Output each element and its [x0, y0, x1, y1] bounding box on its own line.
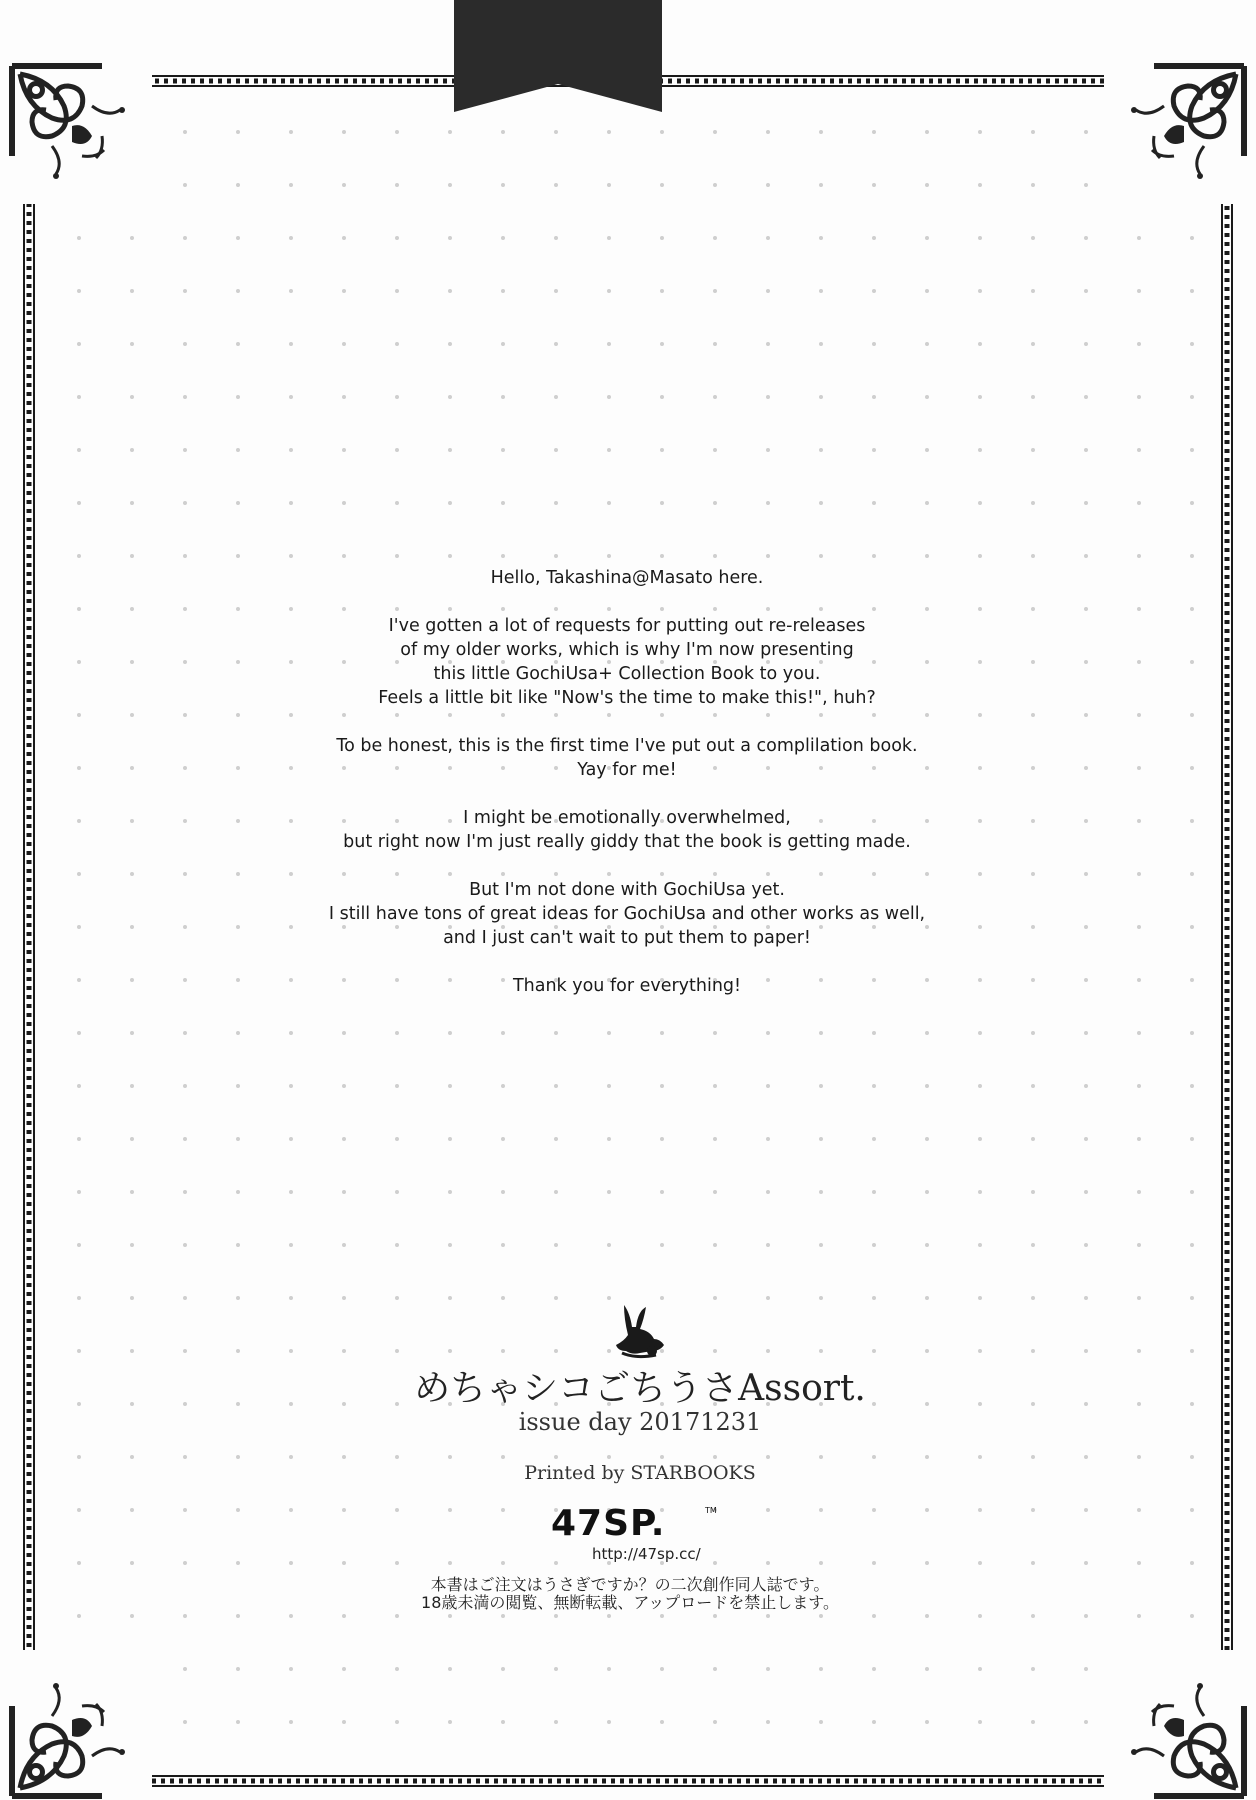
- corner-flourish-icon-bottom-right: [1104, 1650, 1254, 1800]
- text-line: of my older works, which is why I'm now presenting: [400, 640, 854, 660]
- text-line: Hello, Takashina@Masato here.: [490, 568, 764, 588]
- afterword-paragraph-5: [230, 878, 1024, 950]
- afterword-paragraph-2: [230, 614, 1024, 710]
- corner-flourish-icon-top-left: [2, 54, 152, 204]
- legal-line-2: 18歳未満の閲覧、無断転載、アップロードを禁止します。: [421, 1593, 839, 1612]
- ribbon-bookmark: [454, 0, 662, 112]
- rabbit-icon: [610, 1305, 670, 1359]
- text-line: I might be emotionally overwhelmed,: [463, 808, 791, 828]
- corner-flourish-icon-bottom-left: [2, 1650, 152, 1800]
- afterword-paragraph-6: [230, 974, 1024, 998]
- text-line: To be honest, this is the first time I've put out a complilation book.: [336, 736, 918, 756]
- text-line: this little GochiUsa+ Collection Book to you.: [433, 664, 821, 684]
- issue-date: issue day 20171231: [518, 1408, 762, 1436]
- logo-tm: TM: [705, 1506, 717, 1515]
- text-line: Yay for me!: [577, 760, 677, 780]
- colophon: [380, 1305, 900, 1539]
- afterword-paragraph-4: [230, 806, 1024, 854]
- legal-line-1: 本書はご注文はうさぎですか？の二次創作同人誌です。: [430, 1575, 830, 1594]
- printer-credit: Printed by STARBOOKS: [524, 1462, 756, 1484]
- legal-notice: [370, 1576, 890, 1612]
- corner-flourish-icon-top-right: [1104, 54, 1254, 204]
- text-line: I've gotten a lot of requests for putting out re-releases: [388, 616, 866, 636]
- afterword-paragraph-1: [230, 566, 1024, 590]
- text-line: Feels a little bit like "Now's the time to make this!", huh?: [378, 688, 876, 708]
- text-line: I still have tons of great ideas for GochiUsa and other works as well,: [328, 904, 926, 924]
- text-line: But I'm not done with GochiUsa yet.: [469, 880, 785, 900]
- publisher-url[interactable]: http://47sp.cc/: [592, 1545, 701, 1563]
- logo-text: 47SP.: [551, 1503, 666, 1539]
- publisher-logo: [545, 1503, 735, 1539]
- afterword: [230, 566, 1024, 1022]
- text-line: but right now I'm just really giddy that the book is getting made.: [343, 832, 911, 852]
- text-line: Thank you for everything!: [512, 976, 742, 996]
- text-line: and I just can't wait to put them to paper!: [443, 928, 811, 948]
- book-title: めちゃシコごちうさAssort.: [414, 1368, 866, 1409]
- afterword-paragraph-3: [230, 734, 1024, 782]
